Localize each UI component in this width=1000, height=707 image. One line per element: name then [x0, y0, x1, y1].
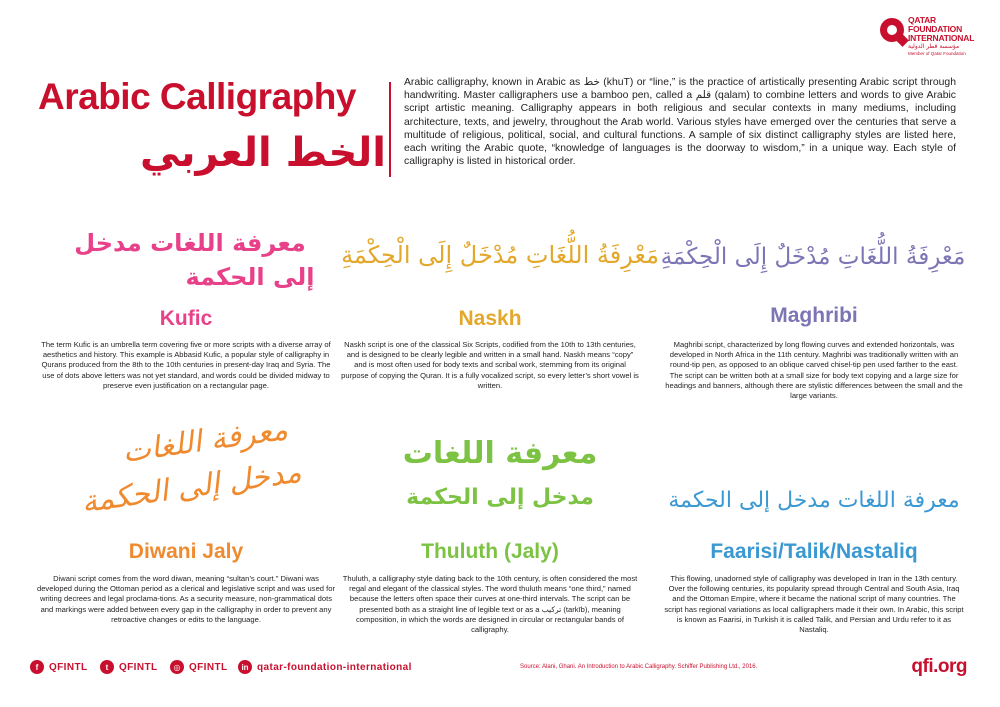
faarisi-description: This flowing, unadorned style of calligraphy was developed in Iran in the 13th century. Over the following centuries, its popularity spread through Central and South Asia, Iraq and the Ottoman Empire, where it became the national script of many countries. The script has regional variations as local calligraphers made it their own. In Arabic, this script is known as Faarisi, in Turkish it is called Talik, and Persian and Urdu refer to it as Nastaliq. [664, 574, 964, 635]
instagram-link[interactable] [170, 660, 228, 674]
maghribi-sample-line-1: مَعْرِفَةُ اللُّغَاتِ مُدْخَلٌ إِلَى الْحِكْمَةِ [660, 244, 966, 270]
kufic-sample [40, 226, 340, 294]
maghribi-description: Maghribi script, characterized by long flowing curves and extended horizontals, was developed in North Africa in the 11th century. Maghribi was traditionally written with an round-tip pen, as opposed to an oblique carved chisel-tip pen used farther to the east. The script can be written both at a small size for body text copying and a large size for headings and banners, although there are stylistic differences between the small and the large variants. [665, 340, 963, 401]
website-link[interactable]: qfi.org [911, 656, 967, 677]
linkedin-icon: in [238, 660, 252, 674]
diwani-description: Diwani script comes from the word diwan, meaning “sultan’s court.” Diwani was developed during the Ottoman period as a clerical and legislative script and was used for writing decrees and legal proclama-tions. As a security measure, non-grammatical dots and markings were added between every gap in the calligraphy in order to prevent any retroactive changes or edits to the language. [36, 574, 335, 624]
facebook-link[interactable] [30, 660, 88, 674]
diwani-heading: Diwani Jaly [128, 540, 244, 563]
kufic-description: The term Kufic is an umbrella term covering five or more scripts with a diverse array of aesthetics and history. This example is Abbasid Kufic, a popular style of calligraphy in Qurans produced from the 8th to the 10th centuries in present-day Iraq and Syria. The use of dots above letters was not yet standard, and words could be divided midway to preserve even justification on a rectangular page. [41, 340, 331, 390]
twitter-link[interactable] [100, 660, 158, 674]
logo-text [908, 16, 974, 57]
diwani-sample-line-2: مدخل إلى الحكمة [79, 454, 304, 521]
thuluth-sample-line-1: معرفة اللغات [402, 436, 598, 471]
instagram-handle: QFINTL [189, 661, 228, 673]
thuluth-heading: Thuluth (Jaly) [421, 540, 559, 563]
kufic-heading: Kufic [159, 307, 213, 330]
twitter-icon: t [100, 660, 114, 674]
page-title: Arabic Calligraphy [38, 76, 356, 117]
thuluth-sample [390, 432, 610, 532]
logo-arabic: مؤسسة قطر الدولية [908, 43, 960, 50]
logo-line-1: QATAR [908, 15, 936, 25]
linkedin-handle: qatar-foundation-international [257, 661, 412, 673]
intro-paragraph: Arabic calligraphy, known in Arabic as خط (khuT) or “line,” is the practice of artistically presenting Arabic script through handwriting. Master calligraphers use a bamboo pen, called a قلم (qalam) to combine letters and words to give Arabic script artistic meaning. Calligraphy appears in both religious and secular contexts in many mediums, including architecture, texts, and jewelry, throughout the Arab world. Various styles have emerged over the centuries that serve a multitude of religious, political, social, and cultural functions. A sample of six distinct calligraphy styles are listed here, each writing the Arabic quote, “knowledge of languages is the doorway to wisdom,” in a unique way. Each style of calligraphy is listed in historical order. [404, 77, 956, 168]
faarisi-heading: Faarisi/Talik/Nastaliq [710, 540, 918, 563]
diwani-sample-line-1: معرفة اللغات [120, 412, 290, 470]
naskh-description: Naskh script is one of the classical Six Scripts, codified from the 10th to 13th centuries, and is designed to be clearly legible and written in a small hand. Naskh means “copy” and is most often used for body texts and scribal work, stemming from its original purpose of copying the Quran. It is a fully vocalized script, so every letter’s short vowel is written. [341, 340, 639, 390]
naskh-heading: Naskh [458, 307, 522, 330]
page-title-arabic: الخط العربي [140, 130, 386, 176]
instagram-icon: ◎ [170, 660, 184, 674]
thuluth-sample-line-2: مدخل إلى الحكمة [406, 485, 594, 510]
facebook-icon: f [30, 660, 44, 674]
thuluth-description: Thuluth, a calligraphy style dating back to the 10th century, is often considered the most regal and elegant of the classical styles. The word thuluth means “one third,” named because the letters often space their curves at one-third intervals. The script can be presented both as a straight line of legible text or as a تركيب (tarkīb), meaning composition, in which the words are designed in circular or rectangular bands of calligraphy. [342, 574, 638, 635]
header-divider [389, 82, 391, 177]
naskh-sample [340, 238, 660, 272]
source-citation: Source: Alani, Ghani. An Introduction to Arabic Calligraphy. Schiffer Publishing Ltd., 2016. [520, 664, 758, 670]
facebook-handle: QFINTL [49, 661, 88, 673]
maghribi-sample [648, 240, 978, 274]
footer [30, 656, 975, 680]
twitter-handle: QFINTL [119, 661, 158, 673]
kufic-sample-line-1: معرفة اللغات مدخل [74, 229, 306, 257]
logo-line-3: INTERNATIONAL [908, 33, 975, 43]
qfi-logo [880, 16, 985, 62]
diwani-sample [44, 403, 337, 551]
naskh-sample-line-1: مَعْرِفَةُ اللُّغَاتِ مُدْخَلٌ إِلَى الْحِكْمَةِ [341, 241, 659, 269]
logo-member: Member of Qatar Foundation [908, 51, 966, 56]
maghribi-heading: Maghribi [770, 304, 858, 327]
faarisi-sample-line-1: معرفة اللغات مدخل إلى الحكمة [668, 488, 960, 513]
faarisi-sample [664, 486, 964, 516]
qfi-logo-icon [880, 18, 904, 42]
linkedin-link[interactable] [238, 660, 412, 674]
kufic-sample-line-2: إلى الحكمة [185, 263, 315, 291]
logo-line-2: FOUNDATION [908, 24, 963, 34]
